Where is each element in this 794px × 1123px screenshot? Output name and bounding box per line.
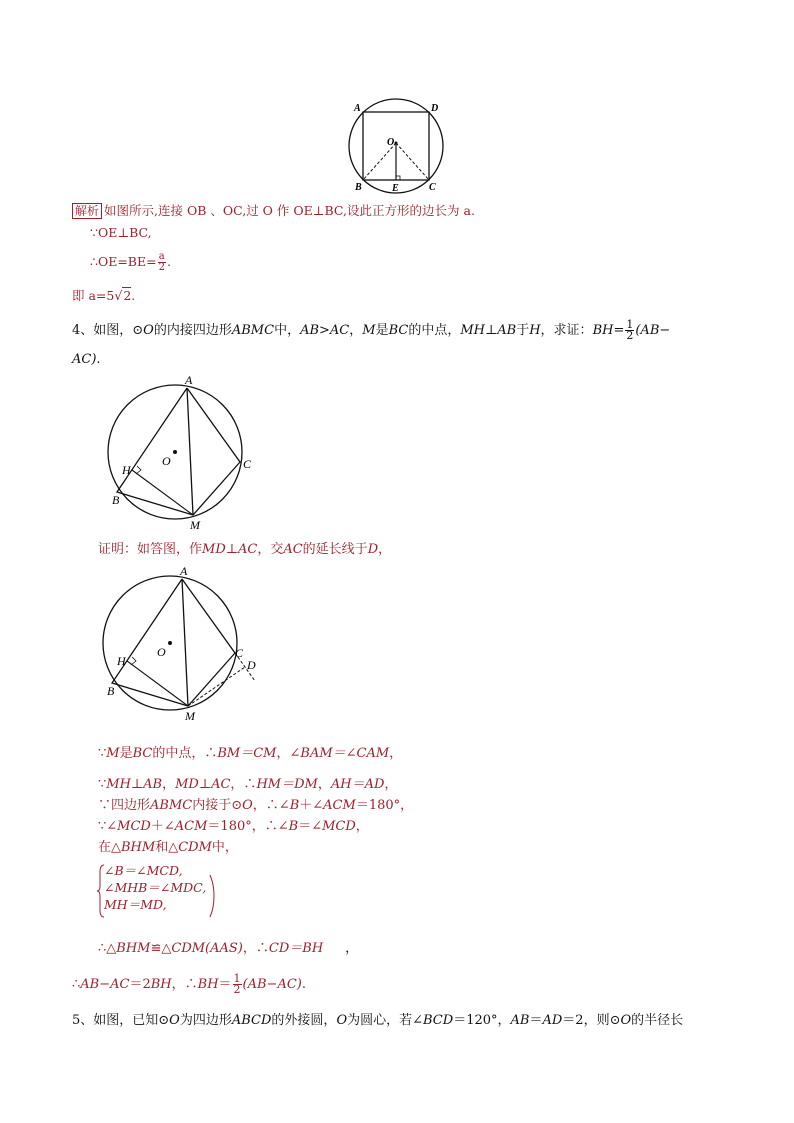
proof-line-5: 在△BHM和△CDM中， [98,840,238,855]
fig2-label-b: B [112,493,120,507]
solution-line-4: 即 a=5√2. [72,288,136,303]
fig3-label-c: C [235,646,244,660]
fig2-mh [132,470,193,515]
fig3-am [182,579,188,706]
system-line-2: ∠MHB＝∠MDC, [104,880,207,895]
system-right-bracket [209,874,215,918]
question-5-line-1: 5、如图，已知⊙O为四边形ABCD的外接圆，O为圆心，若∠BCD＝120°，AB＝AD＝2，则⊙O的半径长 [72,1013,684,1028]
fig1-ob [363,143,396,180]
fig1-label-d: D [431,103,439,114]
proof-intro: 证明：如答图，作MD⊥AC，交AC的延长线于D， [98,542,392,557]
question-4-line-1: 4、如图，⊙O的内接四边形ABMC中，AB>AC，M是BC的中点，MH⊥AB于H，求证：BH= $\frac{1}{2}$ (AB− [72,318,671,342]
system-line-3: MH＝MD, [104,897,167,912]
fig2-right-angle [136,466,141,474]
proof-line-6: ∴△BHM≌△CDM(AAS)，∴CD＝BH ， [98,941,359,956]
fig1-label-a: A [354,103,361,114]
figure-square-in-circle [340,95,452,197]
fig3-label-o: O [157,645,166,659]
fig2-center-dot [173,450,177,454]
fig1-label-b: B [355,182,362,193]
fig3-label-h: H [117,654,126,668]
solution-line-1: 解析 如图所示,连接 OB 、OC,过 O 作 OE⊥BC,设此正方形的边长为 a. [72,202,475,220]
fig1-label-c: C [429,182,436,193]
fig1-center-dot [395,142,398,145]
system-line-1: ∠B＝∠MCD, [104,863,183,878]
fraction-half: $\frac{1}{2}$ [626,318,634,342]
fig1-label-o: O [387,137,395,148]
sqrt-symbol: √ [114,288,123,303]
fraction-a-over-2: $\frac{a}{2}$ [158,251,165,273]
fig2-label-o: O [162,454,171,468]
fig3-label-a: A [180,564,188,578]
solution-line-3: ∴OE=BE= $\frac{a}{2}$ . [90,251,171,273]
fig3-mh [127,661,188,706]
fig1-label-e: E [392,183,399,194]
proof-line-1: ∵M是BC的中点，∴BM＝CM，∠BAM＝∠CAM， [98,746,403,761]
fig2-label-m: M [190,518,200,532]
fig3-label-m: M [185,709,195,723]
fig3-md [188,667,245,706]
figure-cyclic-quad [100,372,270,534]
fraction-half-2: $\frac{1}{2}$ [233,972,241,996]
fig2-label-a: A [185,373,193,387]
arc-bc: BC [388,323,409,338]
solution-line-2: ∵OE⊥BC, [90,225,152,240]
proof-line-7: ∴AB−AC＝2BH，∴BH＝ $\frac{1}{2}$ (AB−AC). [72,972,306,996]
fig2-label-c: C [243,457,252,471]
fig2-am [187,388,193,515]
fig3-label-b: B [107,684,115,698]
fig2-quad [117,388,240,515]
fig1-oc [396,143,429,180]
fig3-quad [112,579,235,706]
figure-cyclic-quad-construction [95,563,270,725]
fig3-center-dot [168,641,172,645]
fig3-right-angle [131,657,136,665]
proof-line-4: ∵∠MCD＋∠ACM＝180°，∴∠B＝∠MCD， [98,819,369,834]
fig3-label-d: D [247,658,256,672]
proof-line-2: ∵MH⊥AB，MD⊥AC，∴HM＝DM，AH＝AD， [98,777,398,792]
fig2-label-h: H [122,463,131,477]
question-4-line-2: AC). [72,352,101,367]
solution-tag: 解析 [72,203,102,219]
proof-line-3: ∵四边形ABMC内接于⊙O，∴∠B＋∠ACM＝180°， [98,798,414,813]
